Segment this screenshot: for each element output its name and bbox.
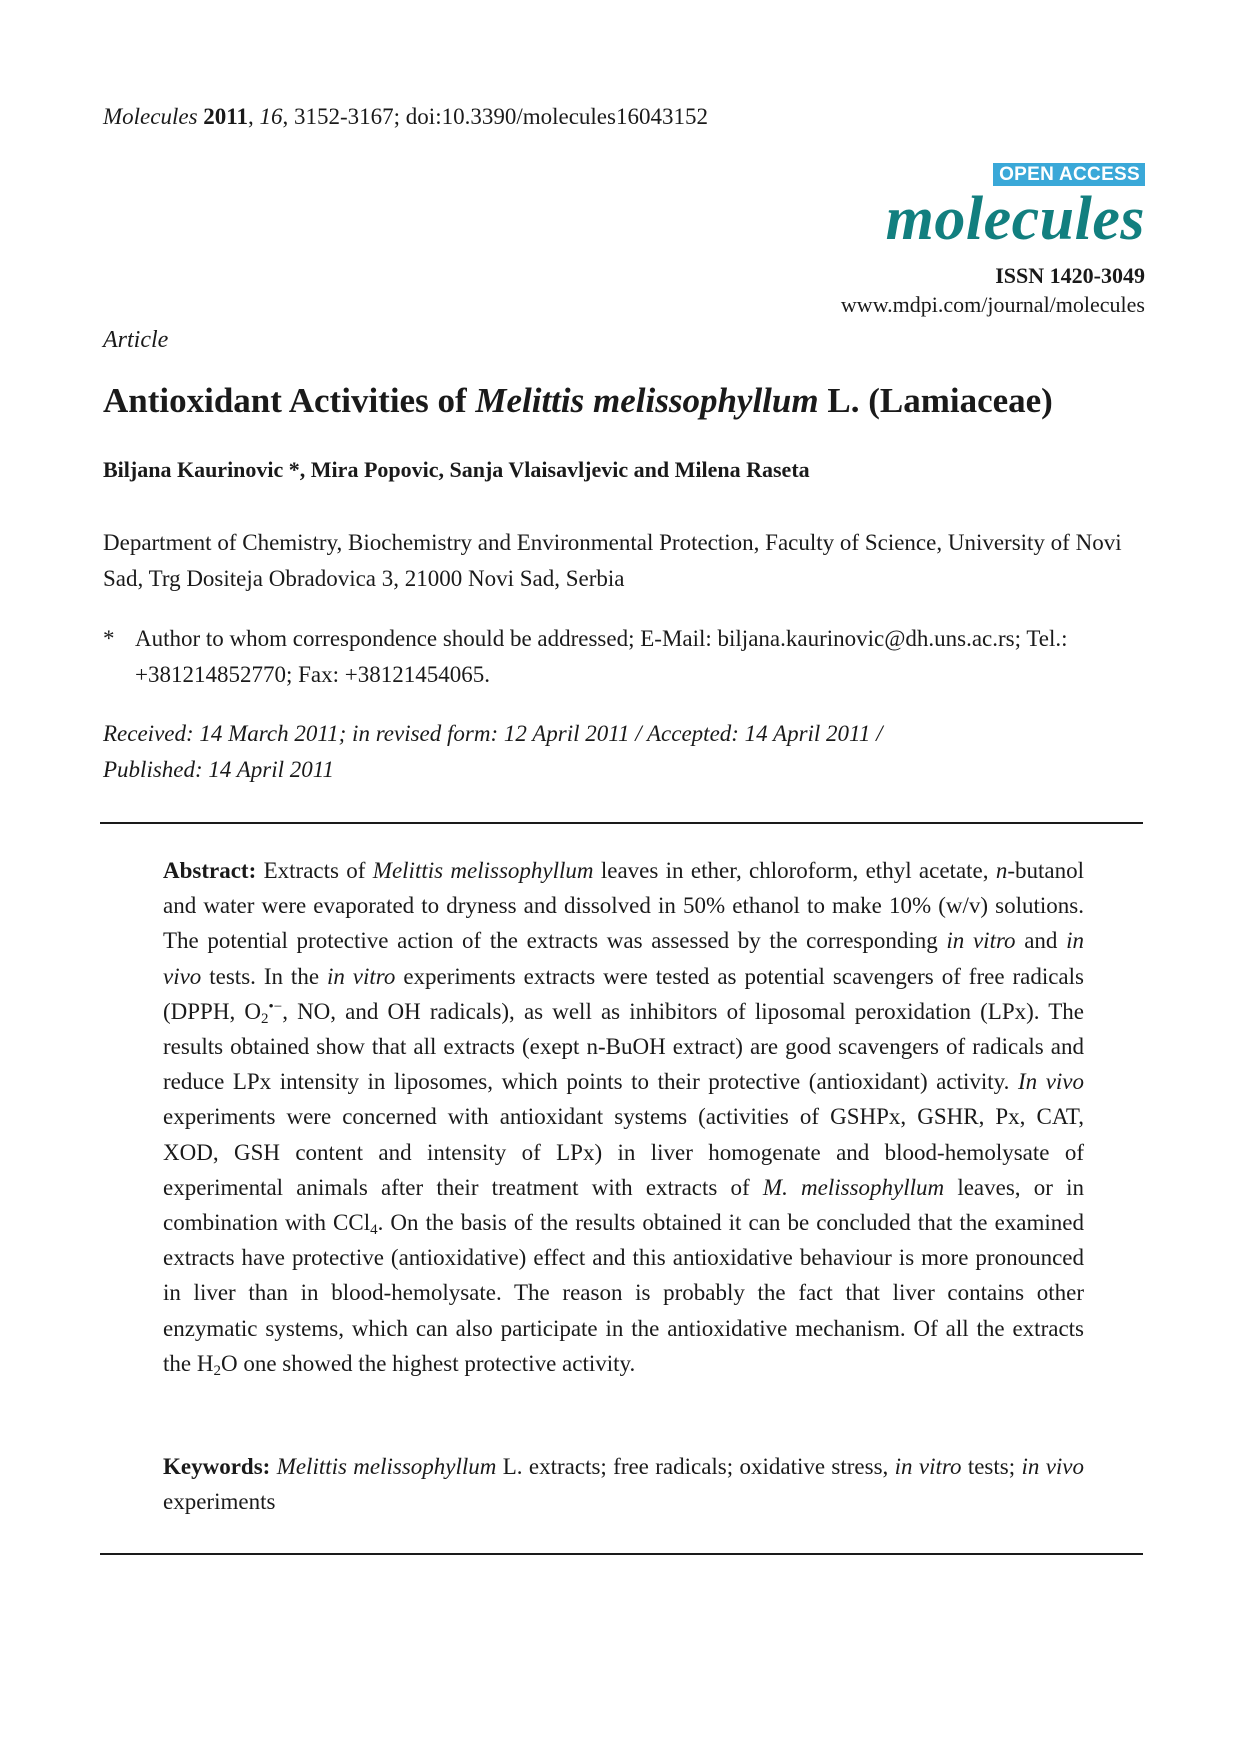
pages-doi: , 3152-3167; doi:10.3390/molecules16043152	[282, 104, 708, 129]
journal-name: Molecules	[103, 104, 198, 129]
keywords-italic: in vivo	[1021, 1454, 1084, 1479]
abstract-text: , NO, and OH radicals), as well as inhibitors of liposomal peroxidation (LPx). The results obtained show that all extracts (exept n-BuOH extract) are good scavengers of radicals and reduce LPx intensity in liposomes, which points to their protective (antioxidant) activity.	[163, 998, 1084, 1095]
abstract-text: and	[1015, 928, 1067, 954]
abstract-italic: in vitro	[326, 963, 396, 989]
abstract-text: . On the basis of the results obtained it can be concluded that the examined extracts have protective (antioxidative) effect and this antioxidative behaviour is more pronounced in liver than in blood-hemolysate. The reason is probably the fact that liver contains other enzymatic systems, which can also participate in the antioxidative mechanism. Of all the extracts the H	[163, 1210, 1084, 1376]
abstract-italic: in vivo	[163, 928, 1084, 989]
article-type: Article	[103, 327, 169, 353]
abstract-text: leaves in ether, chloroform, ethyl acetate,	[593, 858, 996, 883]
abstract-text: leaves, or in combination with CCl	[163, 1174, 1084, 1236]
journal-url[interactable]: www.mdpi.com/journal/molecules	[840, 292, 1145, 317]
abstract-text: Extracts of	[256, 858, 373, 883]
keywords	[163, 1449, 1084, 1519]
affiliation: Department of Chemistry, Biochemistry and Environmental Protection, Faculty of Science, University of Novi Sad, Trg Dositeja Obradovica 3, 21000 Novi Sad, Serbia	[103, 530, 1122, 591]
paper-title	[103, 381, 1053, 421]
keywords-text: experiments	[163, 1489, 276, 1515]
author-list: Biljana Kaurinovic *, Mira Popovic, Sanja Vlaisavljevic and Milena Raseta	[103, 457, 810, 482]
title-species: Melittis melissophyllum	[475, 381, 819, 420]
abstract-text: experiments were concerned with antioxidant systems (activities of GSHPx, GSHR, Px, CAT, XOD, GSH content and intensity of LPx) in liver homogenate and blood-hemolysate of experimental animals after their treatment with extracts of	[163, 1104, 1084, 1200]
abstract-italic: Melittis melissophyllum	[372, 858, 594, 883]
o2-subscript: 2	[260, 1010, 269, 1027]
abstract-text: -butanol and water were evaporated to dryness and dissolved in 50% ethanol to make 10% (w/v) solutions. The potential protective action of the extracts was assessed by the corresponding	[163, 858, 1084, 954]
keywords-text: L. extracts; free radicals; oxidative stress,	[496, 1454, 895, 1479]
title-part1: Antioxidant Activities of	[103, 381, 476, 420]
abstract-text: O one showed the highest protective activity.	[220, 1350, 636, 1376]
abstract-italic: M. melissophyllum	[762, 1174, 945, 1200]
correspondence-text: Author to whom correspondence should be addressed; E-Mail: biljana.kaurinovic@dh.uns.ac.rs; Tel.: +381214852770; Fax: +38121454065.	[135, 626, 1068, 687]
correspondence-star: *	[103, 626, 115, 651]
abstract-italic: In vivo	[1017, 1069, 1084, 1095]
divider-bottom	[100, 1553, 1143, 1555]
abstract-italic: n	[995, 858, 1008, 883]
keywords-label: Keywords:	[163, 1454, 271, 1479]
ccl4-subscript: 4	[370, 1222, 378, 1239]
abstract-text: tests. In the	[201, 963, 327, 989]
title-part2: L. (Lamiaceae)	[818, 381, 1053, 420]
abstract	[163, 853, 1084, 1381]
open-access-badge: OPEN ACCESS	[993, 163, 1145, 186]
issn: ISSN 1420-3049	[995, 263, 1145, 288]
o2-superscript: •−	[268, 998, 283, 1015]
abstract-label: Abstract:	[163, 858, 257, 883]
citation-line: Molecules 2011, 16, 3152-3167; doi:10.3390/molecules16043152	[103, 104, 708, 129]
h2o-subscript: 2	[213, 1362, 221, 1379]
journal-volume: 16	[259, 104, 283, 129]
divider-top	[100, 822, 1143, 824]
publication-dates	[103, 716, 1143, 788]
abstract-italic: in vitro	[946, 928, 1016, 954]
journal-logo: molecules	[885, 185, 1145, 253]
correspondence-note	[103, 621, 1143, 693]
keywords-text: tests;	[961, 1454, 1022, 1479]
dates-line1: Received: 14 March 2011; in revised form: 12 April 2011 / Accepted: 14 April 2011 /	[103, 721, 883, 746]
keywords-italic: in vitro	[894, 1454, 962, 1479]
keywords-italic: Melittis melissophyllum	[276, 1454, 497, 1479]
dates-line2: Published: 14 April 2011	[103, 757, 335, 782]
abstract-text: experiments extracts were tested as potential scavengers of free radicals (DPPH, O	[163, 963, 1084, 1024]
journal-year: 2011	[203, 104, 248, 129]
